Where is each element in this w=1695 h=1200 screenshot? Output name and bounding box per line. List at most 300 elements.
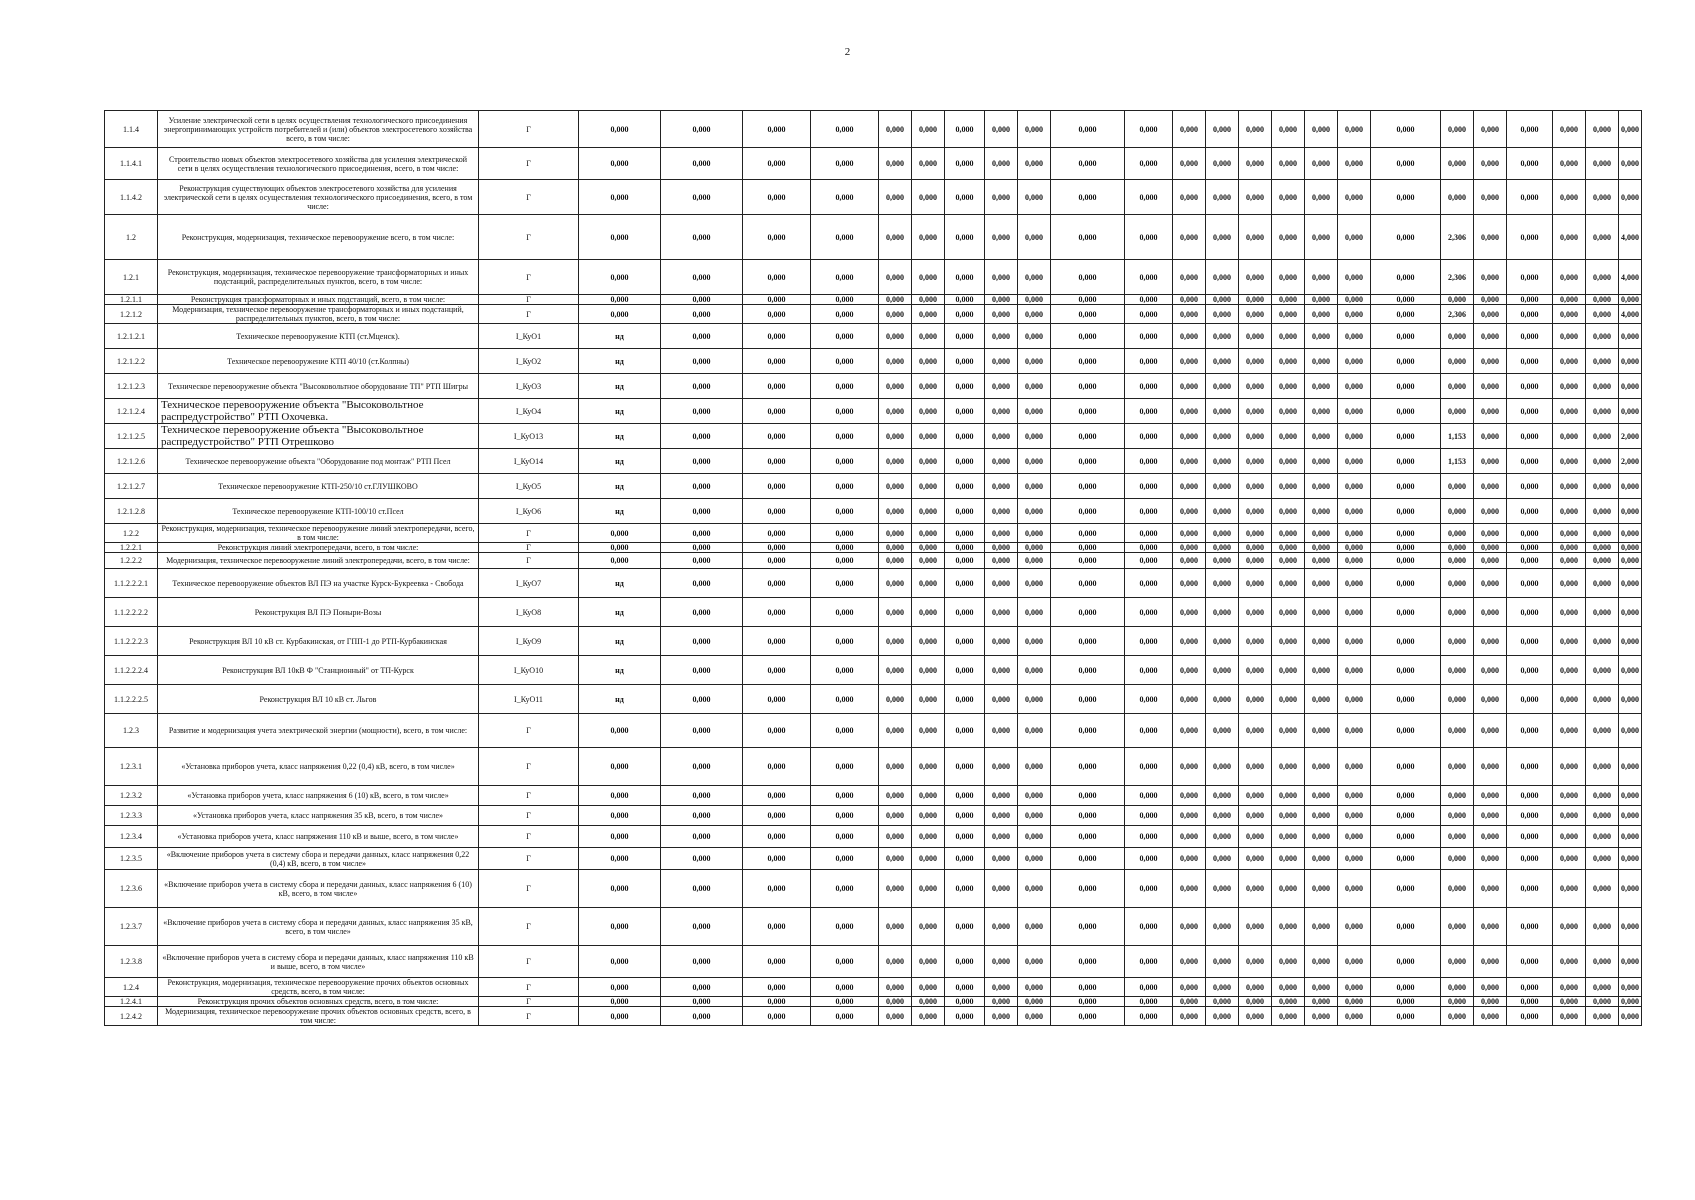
value-cell: 0,000	[879, 399, 912, 424]
value-cell: 0,000	[1272, 553, 1305, 569]
value-cell: 0,000	[985, 449, 1018, 474]
value-cell: 0,000	[1441, 399, 1474, 424]
value-cell: 0,000	[1371, 826, 1441, 848]
value-cell: 2,000	[1619, 449, 1642, 474]
value-cell: 0,000	[1474, 908, 1507, 946]
value-cell: 0,000	[1474, 449, 1507, 474]
value-cell: 0,000	[1338, 870, 1371, 908]
value-cell: 0,000	[1239, 180, 1272, 215]
value-cell: 0,000	[1338, 148, 1371, 180]
value-cell: 0,000	[1474, 215, 1507, 260]
value-cell: 0,000	[985, 111, 1018, 148]
value-cell: 0,000	[945, 908, 985, 946]
value-cell: 0,000	[1371, 598, 1441, 627]
value-cell: 0,000	[579, 786, 661, 806]
value-cell: 0,000	[743, 111, 811, 148]
row-name: Техническое перевооружение объекта "Высоковольтное распредустройство" РТП Охочевка.	[158, 399, 479, 424]
value-cell: 0,000	[811, 349, 879, 374]
value-cell: 0,000	[1441, 374, 1474, 399]
value-cell: 0,000	[1125, 848, 1173, 870]
value-cell: 0,000	[1474, 997, 1507, 1007]
value-cell: 0,000	[1371, 870, 1441, 908]
value-cell: 0,000	[1051, 374, 1125, 399]
value-cell: 0,000	[1305, 826, 1338, 848]
value-cell: 0,000	[661, 111, 743, 148]
value-cell: 0,000	[1206, 399, 1239, 424]
value-cell: 0,000	[1371, 324, 1441, 349]
value-cell: 0,000	[1305, 374, 1338, 399]
row-number: 1.2.3.8	[105, 946, 158, 978]
value-cell: 0,000	[1507, 499, 1553, 524]
value-cell: 0,000	[1441, 569, 1474, 598]
value-cell: 0,000	[743, 399, 811, 424]
value-cell: 0,000	[1239, 524, 1272, 543]
value-cell: 0,000	[1338, 1007, 1371, 1026]
value-cell: 0,000	[1338, 449, 1371, 474]
value-cell: 0,000	[985, 295, 1018, 305]
row-name: Усиление электрической сети в целях осуществления технологического присоединения энергопринимающих устройств потребителей и (или) объектов электросетевого хозяйства всего, в том числе:	[158, 111, 479, 148]
value-cell: 0,000	[1586, 543, 1619, 553]
value-cell: 0,000	[1018, 997, 1051, 1007]
value-cell: 0,000	[1206, 656, 1239, 685]
value-cell: 0,000	[1206, 111, 1239, 148]
value-cell: 0,000	[579, 180, 661, 215]
value-cell: 0,000	[1018, 870, 1051, 908]
value-cell: 0,000	[1125, 449, 1173, 474]
value-cell: 0,000	[1619, 656, 1642, 685]
value-cell: 0,000	[1051, 215, 1125, 260]
value-cell: 0,000	[985, 848, 1018, 870]
value-cell: 0,000	[1338, 349, 1371, 374]
row-number: 1.2.3	[105, 714, 158, 748]
value-cell: 0,000	[1051, 656, 1125, 685]
value-cell: 0,000	[1051, 295, 1125, 305]
value-cell: 0,000	[1173, 260, 1206, 295]
value-cell: 0,000	[1173, 685, 1206, 714]
value-cell: 0,000	[661, 714, 743, 748]
value-cell: 0,000	[912, 685, 945, 714]
value-cell: 0,000	[579, 946, 661, 978]
value-cell: 0,000	[1272, 499, 1305, 524]
value-cell: 0,000	[1125, 295, 1173, 305]
value-cell: 0,000	[1206, 295, 1239, 305]
value-cell: 0,000	[1239, 786, 1272, 806]
value-cell: 0,000	[1125, 786, 1173, 806]
row-number: 1.1.4	[105, 111, 158, 148]
value-cell: 0,000	[1305, 424, 1338, 449]
value-cell: 0,000	[1305, 569, 1338, 598]
row-code: I_КуО3	[479, 374, 579, 399]
value-cell: 0,000	[985, 553, 1018, 569]
value-cell: 0,000	[579, 806, 661, 826]
value-cell: 0,000	[1553, 685, 1586, 714]
value-cell: 0,000	[1474, 848, 1507, 870]
value-cell: 0,000	[811, 424, 879, 449]
value-cell: 0,000	[879, 848, 912, 870]
value-cell: 0,000	[1441, 748, 1474, 786]
value-cell: 0,000	[579, 748, 661, 786]
row-number: 1.2.4.2	[105, 1007, 158, 1026]
value-cell: 0,000	[945, 180, 985, 215]
value-cell: 0,000	[1553, 543, 1586, 553]
value-cell: 0,000	[879, 656, 912, 685]
value-cell: 0,000	[743, 180, 811, 215]
value-cell: 0,000	[1371, 908, 1441, 946]
value-cell: 0,000	[1272, 524, 1305, 543]
value-cell: 0,000	[1206, 180, 1239, 215]
row-code: Г	[479, 215, 579, 260]
value-cell: 0,000	[1018, 826, 1051, 848]
value-cell: 0,000	[1018, 714, 1051, 748]
value-cell: 0,000	[945, 748, 985, 786]
value-cell: 0,000	[1125, 908, 1173, 946]
value-cell: 0,000	[743, 374, 811, 399]
value-cell: 0,000	[1173, 474, 1206, 499]
value-cell: 0,000	[1272, 656, 1305, 685]
value-cell: 0,000	[945, 553, 985, 569]
value-cell: 0,000	[743, 424, 811, 449]
value-cell: 0,000	[1206, 474, 1239, 499]
table-row	[105, 399, 1642, 424]
value-cell: 0,000	[879, 627, 912, 656]
value-cell: 0,000	[811, 997, 879, 1007]
table-row	[105, 569, 1642, 598]
value-cell: 0,000	[1586, 569, 1619, 598]
value-cell: 0,000	[1553, 349, 1586, 374]
value-cell: 0,000	[912, 399, 945, 424]
value-cell: 0,000	[945, 111, 985, 148]
value-cell: 0,000	[1125, 627, 1173, 656]
value-cell: 0,000	[1173, 870, 1206, 908]
value-cell: 0,000	[1051, 399, 1125, 424]
value-cell: 0,000	[879, 826, 912, 848]
value-cell: 0,000	[912, 826, 945, 848]
value-cell: 0,000	[879, 685, 912, 714]
value-cell: 0,000	[1474, 399, 1507, 424]
value-cell: 0,000	[1371, 349, 1441, 374]
value-cell: 0,000	[912, 324, 945, 349]
row-number: 1.1.2.2.2.2	[105, 598, 158, 627]
value-cell: 0,000	[1619, 543, 1642, 553]
value-cell: 0,000	[1619, 826, 1642, 848]
table-row	[105, 997, 1642, 1007]
value-cell: 0,000	[579, 260, 661, 295]
value-cell: 0,000	[1441, 111, 1474, 148]
table-row	[105, 543, 1642, 553]
value-cell: 0,000	[1206, 806, 1239, 826]
value-cell: 0,000	[1586, 215, 1619, 260]
value-cell: 0,000	[1272, 148, 1305, 180]
value-cell: 0,000	[743, 474, 811, 499]
row-name: «Установка приборов учета, класс напряжения 110 кВ и выше, всего, в том числе»	[158, 826, 479, 848]
value-cell: 0,000	[1441, 685, 1474, 714]
value-cell: нд	[579, 449, 661, 474]
value-cell: 0,000	[1338, 111, 1371, 148]
value-cell: 0,000	[1586, 424, 1619, 449]
value-cell: 0,000	[1586, 946, 1619, 978]
row-number: 1.2.2	[105, 524, 158, 543]
value-cell: 0,000	[811, 524, 879, 543]
table-row	[105, 215, 1642, 260]
value-cell: 2,000	[1619, 424, 1642, 449]
value-cell: 0,000	[661, 685, 743, 714]
value-cell: 0,000	[1441, 180, 1474, 215]
value-cell: 0,000	[1018, 569, 1051, 598]
table-row	[105, 305, 1642, 324]
value-cell: 0,000	[1474, 111, 1507, 148]
value-cell: 0,000	[743, 598, 811, 627]
value-cell: 0,000	[1206, 1007, 1239, 1026]
value-cell: 0,000	[1125, 714, 1173, 748]
row-code: Г	[479, 714, 579, 748]
value-cell: 0,000	[1338, 908, 1371, 946]
row-number: 1.1.4.2	[105, 180, 158, 215]
value-cell: 0,000	[1474, 148, 1507, 180]
value-cell: 0,000	[1125, 553, 1173, 569]
value-cell: 0,000	[1206, 305, 1239, 324]
value-cell: 0,000	[743, 215, 811, 260]
value-cell: 0,000	[879, 424, 912, 449]
row-number: 1.1.2.2.2.5	[105, 685, 158, 714]
value-cell: 0,000	[1586, 399, 1619, 424]
value-cell: 0,000	[1125, 656, 1173, 685]
value-cell: 0,000	[1018, 148, 1051, 180]
value-cell: 0,000	[1371, 978, 1441, 997]
value-cell: 0,000	[945, 714, 985, 748]
value-cell: 0,000	[1018, 499, 1051, 524]
row-name: «Включение приборов учета в систему сбора и передачи данных, класс напряжения 6 (10) кВ, всего, в том числе»	[158, 870, 479, 908]
value-cell: 0,000	[1553, 598, 1586, 627]
value-cell: 0,000	[1125, 543, 1173, 553]
row-number: 1.2.1.2	[105, 305, 158, 324]
value-cell: 0,000	[811, 449, 879, 474]
value-cell: 0,000	[1507, 714, 1553, 748]
value-cell: 0,000	[1272, 1007, 1305, 1026]
value-cell: 0,000	[1441, 598, 1474, 627]
value-cell: 0,000	[1507, 524, 1553, 543]
value-cell: 0,000	[1553, 848, 1586, 870]
value-cell: 0,000	[743, 908, 811, 946]
row-name: Техническое перевооружение КТП 40/10 (ст.Колпны)	[158, 349, 479, 374]
value-cell: 0,000	[1051, 474, 1125, 499]
value-cell: 0,000	[1018, 295, 1051, 305]
value-cell: 0,000	[912, 111, 945, 148]
row-code: Г	[479, 1007, 579, 1026]
value-cell: 0,000	[811, 399, 879, 424]
value-cell: 0,000	[1206, 148, 1239, 180]
value-cell: 0,000	[661, 656, 743, 685]
value-cell: 0,000	[1507, 260, 1553, 295]
row-code: I_КуО4	[479, 399, 579, 424]
value-cell: 0,000	[1586, 908, 1619, 946]
value-cell: 0,000	[1206, 786, 1239, 806]
value-cell: 0,000	[579, 148, 661, 180]
value-cell: 0,000	[1272, 848, 1305, 870]
value-cell: нд	[579, 349, 661, 374]
value-cell: 0,000	[811, 569, 879, 598]
value-cell: 0,000	[1553, 424, 1586, 449]
value-cell: 0,000	[743, 569, 811, 598]
value-cell: 0,000	[1338, 598, 1371, 627]
row-code: Г	[479, 295, 579, 305]
value-cell: 0,000	[1239, 148, 1272, 180]
value-cell: 0,000	[1239, 870, 1272, 908]
value-cell: 0,000	[1441, 1007, 1474, 1026]
value-cell: 0,000	[811, 1007, 879, 1026]
value-cell: 0,000	[1507, 180, 1553, 215]
value-cell: 0,000	[1051, 786, 1125, 806]
value-cell: 0,000	[1239, 714, 1272, 748]
value-cell: 0,000	[1239, 997, 1272, 1007]
value-cell: 0,000	[1305, 997, 1338, 1007]
value-cell: 0,000	[579, 870, 661, 908]
value-cell: 0,000	[1125, 748, 1173, 786]
value-cell: 0,000	[811, 656, 879, 685]
value-cell: 0,000	[1586, 553, 1619, 569]
row-name: «Включение приборов учета в систему сбора и передачи данных, класс напряжения 0,22 (0,4) кВ, всего, в том числе»	[158, 848, 479, 870]
value-cell: 0,000	[1051, 524, 1125, 543]
value-cell: 0,000	[811, 978, 879, 997]
value-cell: 0,000	[1272, 215, 1305, 260]
row-name: Модернизация, техническое перевооружение трансформаторных и иных подстанций, распределительных пунктов, всего, в том числе:	[158, 305, 479, 324]
row-code: I_КуО14	[479, 449, 579, 474]
value-cell: 0,000	[1272, 474, 1305, 499]
value-cell: 0,000	[1239, 424, 1272, 449]
value-cell: 0,000	[1206, 324, 1239, 349]
value-cell: 0,000	[945, 148, 985, 180]
value-cell: 1,153	[1441, 449, 1474, 474]
value-cell: 0,000	[1173, 148, 1206, 180]
value-cell: 0,000	[1173, 714, 1206, 748]
value-cell: 0,000	[743, 553, 811, 569]
value-cell: 0,000	[912, 978, 945, 997]
value-cell: 0,000	[1338, 569, 1371, 598]
row-name: Реконструкция, модернизация, техническое перевооружение прочих объектов основных средств, всего, в том числе:	[158, 978, 479, 997]
row-number: 1.2.1	[105, 260, 158, 295]
value-cell: 0,000	[1173, 399, 1206, 424]
row-name: Реконструкция линий электропередачи, всего, в том числе:	[158, 543, 479, 553]
row-code: I_КуО10	[479, 656, 579, 685]
value-cell: 0,000	[1507, 399, 1553, 424]
value-cell: 0,000	[985, 499, 1018, 524]
value-cell: 0,000	[661, 598, 743, 627]
table-row	[105, 978, 1642, 997]
value-cell: 0,000	[945, 399, 985, 424]
value-cell: 0,000	[1051, 1007, 1125, 1026]
value-cell: 0,000	[879, 180, 912, 215]
value-cell: 0,000	[1371, 374, 1441, 399]
value-cell: 0,000	[1441, 656, 1474, 685]
value-cell: 0,000	[1507, 1007, 1553, 1026]
value-cell: 0,000	[1051, 826, 1125, 848]
value-cell: 0,000	[1553, 627, 1586, 656]
value-cell: 0,000	[879, 305, 912, 324]
value-cell: 0,000	[1051, 499, 1125, 524]
value-cell: 0,000	[945, 1007, 985, 1026]
value-cell: 0,000	[1507, 569, 1553, 598]
value-cell: 0,000	[1507, 543, 1553, 553]
value-cell: 0,000	[743, 870, 811, 908]
value-cell: 0,000	[1239, 553, 1272, 569]
value-cell: 0,000	[1239, 978, 1272, 997]
value-cell: 0,000	[1305, 295, 1338, 305]
row-name: «Включение приборов учета в систему сбора и передачи данных, класс напряжения 110 кВ и выше, всего, в том числе»	[158, 946, 479, 978]
value-cell: 0,000	[1371, 499, 1441, 524]
row-name: Строительство новых объектов электросетевого хозяйства для усиления электрической сети в целях осуществления технологического присоединения, всего, в том числе:	[158, 148, 479, 180]
value-cell: 0,000	[1338, 656, 1371, 685]
value-cell: 0,000	[1173, 978, 1206, 997]
value-cell: 0,000	[985, 997, 1018, 1007]
value-cell: 0,000	[1338, 714, 1371, 748]
value-cell: 0,000	[912, 656, 945, 685]
value-cell: 0,000	[912, 374, 945, 399]
value-cell: 0,000	[945, 524, 985, 543]
value-cell: 0,000	[1338, 215, 1371, 260]
row-number: 1.2.3.6	[105, 870, 158, 908]
row-name: «Включение приборов учета в систему сбора и передачи данных, класс напряжения 35 кВ, всего, в том числе»	[158, 908, 479, 946]
value-cell: 0,000	[1305, 1007, 1338, 1026]
row-number: 1.2.1.2.6	[105, 449, 158, 474]
table-row	[105, 424, 1642, 449]
value-cell: 0,000	[1586, 524, 1619, 543]
value-cell: 0,000	[985, 685, 1018, 714]
value-cell: 0,000	[1206, 349, 1239, 374]
value-cell: 0,000	[1305, 111, 1338, 148]
value-cell: 0,000	[1272, 908, 1305, 946]
value-cell: 0,000	[743, 826, 811, 848]
value-cell: 0,000	[912, 806, 945, 826]
value-cell: 0,000	[879, 524, 912, 543]
value-cell: 0,000	[1051, 946, 1125, 978]
value-cell: 0,000	[1441, 295, 1474, 305]
value-cell: 0,000	[661, 295, 743, 305]
value-cell: 0,000	[743, 524, 811, 543]
value-cell: 0,000	[1239, 449, 1272, 474]
value-cell: 0,000	[879, 499, 912, 524]
value-cell: 0,000	[743, 656, 811, 685]
value-cell: 0,000	[1338, 685, 1371, 714]
value-cell: 0,000	[743, 806, 811, 826]
value-cell: 0,000	[811, 499, 879, 524]
table-row	[105, 656, 1642, 685]
value-cell: 0,000	[1586, 806, 1619, 826]
value-cell: 0,000	[1173, 569, 1206, 598]
value-cell: нд	[579, 499, 661, 524]
value-cell: 0,000	[1018, 424, 1051, 449]
value-cell: 0,000	[1338, 946, 1371, 978]
value-cell: 0,000	[1125, 324, 1173, 349]
value-cell: 0,000	[945, 685, 985, 714]
value-cell: 0,000	[1586, 714, 1619, 748]
value-cell: 0,000	[1206, 374, 1239, 399]
value-cell: 0,000	[1338, 180, 1371, 215]
value-cell: 0,000	[879, 598, 912, 627]
row-name: Реконструкция, модернизация, техническое перевооружение трансформаторных и иных подстанций, распределительных пунктов, всего, в том числе:	[158, 260, 479, 295]
value-cell: 0,000	[1272, 627, 1305, 656]
value-cell: 0,000	[912, 215, 945, 260]
value-cell: 0,000	[1553, 295, 1586, 305]
value-cell: 0,000	[945, 260, 985, 295]
value-cell: 0,000	[1441, 553, 1474, 569]
value-cell: 0,000	[1125, 870, 1173, 908]
value-cell: 0,000	[1125, 474, 1173, 499]
value-cell: 0,000	[1051, 598, 1125, 627]
value-cell: 0,000	[1371, 656, 1441, 685]
value-cell: 0,000	[1173, 524, 1206, 543]
investment-program-table	[104, 110, 1642, 1026]
value-cell: 0,000	[743, 714, 811, 748]
value-cell: 0,000	[1474, 627, 1507, 656]
